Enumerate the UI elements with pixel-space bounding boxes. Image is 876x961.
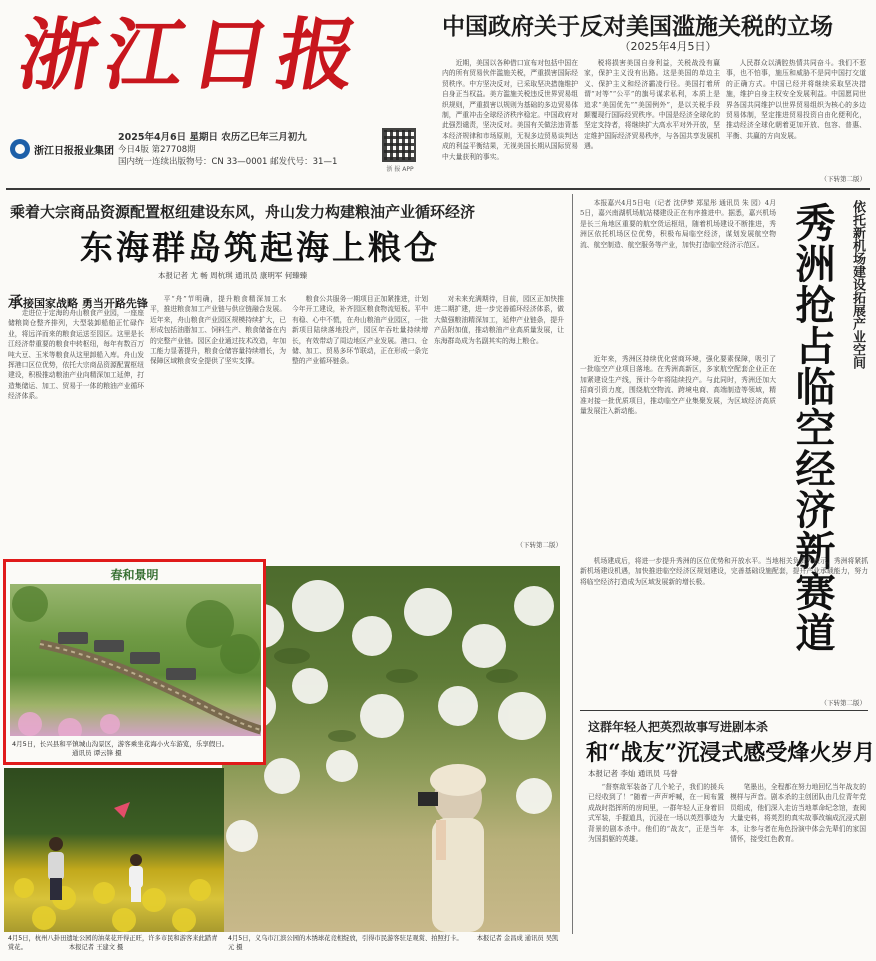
masthead-title: 浙江日报 xyxy=(12,10,373,101)
main-photo-caption xyxy=(228,935,562,952)
story2-kicker: 这群年轻人把英烈故事写进剧本杀 xyxy=(588,720,769,734)
masthead-divider xyxy=(6,188,870,190)
press-group-logo xyxy=(10,138,122,160)
left-caption-text: 4月5日，杭州八卦田遗址公园的油菜花开得正旺，许多市民和游客来此踏青赏花。 xyxy=(8,935,218,951)
top-story-text: 税将损害美国自身利益，关税战没有赢家，保护主义没有出路。这是美国的单边主义、保护主义和经济霸凌行径。美国打着所谓“对等”“公平”的旗号谋求私利，本质上是追求“美国优先”“美国例外”，是以关税手段颠覆现行国际经贸秩序。中国是经济全球化的坚定支持者，将继续扩大高水平对外开放，坚定维护国际经济贸易秩序，与各国共享发展机遇。 xyxy=(584,59,720,151)
rapeseed-field-illustration xyxy=(4,768,224,932)
qr-code-icon xyxy=(382,128,416,162)
lead-story-column-2 xyxy=(150,294,286,553)
top-story-subline: （2025年4月5日） xyxy=(619,40,717,53)
story2-byline: 本报记者 李灿 通讯员 马誉 xyxy=(588,769,678,778)
lead-story-kicker: 乘着大宗商品资源配置枢纽建设东风，舟山发力构建粮油产业循环经济 xyxy=(10,203,476,221)
photographer-figure xyxy=(418,764,486,932)
issue-date: 2025年4月6日 星期日 农历乙巳年三月初九 xyxy=(118,132,307,143)
hydrangea-photo xyxy=(222,566,560,932)
kite-icon xyxy=(114,802,130,818)
right-story-text: 近年来，秀洲区持续优化营商环境，强化要素保障，吸引了一批临空产业项目落地。在秀洲高新区，多家航空配套企业正在加紧建设生产线，预计今年将陆续投产。与此同时，秀洲还加大招商引资力度，围绕航空物流、跨境电商、高端制造等领域，精准对接一批优质项目，推动临空产业集聚发展，为区域经济高质量发展注入新动能。 xyxy=(580,355,776,416)
top-story-text: 人民群众以满腔热情共同奋斗。我们不惹事，也不怕事，施压和威胁不是同中国打交道的正确方式。中国已经并将继续采取坚决措施，维护自身主权安全发展利益。中国愿同世界各国共同维护以世界贸易组织为核心的多边贸易体制，坚定推进贸易投资自由化便利化，推动经济全球化朝着更加开放、包容、普惠、平衡、共赢的方向发展。 xyxy=(726,59,866,140)
top-story-column-3 xyxy=(726,58,866,172)
lead-story-text: 走进位于定海的舟山粮食产业园，一座座储粮筒仓整齐排列，大型装卸船舶正忙碌作业，将远洋而来的粮食运送至园区。这里是长江经济带重要的粮食中转枢纽，每年有数百万吨大豆、玉米等粮食从这里卸船入库。舟山发挥港口区位优势，依托大宗商品资源配置枢纽建设，积极推动粮油产业向精深加工延伸，打造集储运、加工、贸易于一体的粮油产业循环经济体系。 xyxy=(8,309,144,401)
left-photo-caption xyxy=(8,935,222,952)
top-story-column-2 xyxy=(584,58,720,182)
hiker-figure xyxy=(48,837,64,900)
story2-text: “督察敌军装备了几个轮子，我们的援兵已经收到了！”随着一声声呼喊，在一间布置成战时指挥所的房间里，一群年轻人正身着旧式军装，手握道具，沉浸在一场以英烈事迹为背景的剧本杀中。他们的“战友”，正是当年为国捐躯的英雄。 xyxy=(588,783,724,844)
qr-label: 浙 报 APP xyxy=(386,166,414,173)
section-head-text: 接国家战略 勇当开路先锋 xyxy=(23,297,148,310)
issue-pages: 今日4版 第27708期 xyxy=(118,145,196,155)
lead-story-byline: 本报记者 尤 畅 周杭琪 通讯员 康明军 何臻臻 xyxy=(158,271,308,280)
issue-code: 国内统一连续出版物号：CN 33—0001 邮发代号：31—1 xyxy=(118,157,338,167)
lead-story-column-3 xyxy=(292,294,428,553)
main-caption-text: 4月5日，义乌市江滨公园的木绣球花竞相绽放，引得市民游客驻足观赏、拍照打卡。 xyxy=(228,935,463,942)
top-story-continued: （下转第二版） xyxy=(820,175,866,183)
flower-train-photo xyxy=(10,584,261,736)
press-group-name: 浙江日报报业集团 xyxy=(34,145,114,157)
right-story-column-top xyxy=(580,198,776,348)
right-story-column-mid xyxy=(580,354,776,550)
issue-info xyxy=(118,132,368,168)
story2-headline[interactable]: 和“战友”沉浸式感受烽火岁月 xyxy=(586,740,876,766)
left-caption-credit: 本报记者 王建文 摄 xyxy=(68,943,124,951)
top-story-column-1 xyxy=(442,58,578,182)
photo-feature-inset[interactable] xyxy=(3,559,266,765)
hydrangea-illustration xyxy=(222,566,560,932)
inset-caption xyxy=(12,740,260,758)
lead-story-text: 粮食公共服务一期项目正加紧推进，计划今年开工建设，补齐园区粮食物流短板。平中有稳、心中不慌，在舟山粮油产业园区，一批新项目陆续落地投产，园区年吞吐量持续增长，有效带动了周边地区产业发展。港口、仓储、加工、贸易多环节联动，正在形成一条完整的产业循环链条。 xyxy=(292,295,428,366)
lead-story-text: 平“舟”节明确，提升粮食精深加工水平，推进粮食加工产业链与供应链融合发展。近年来，舟山粮食产业园区规模持续扩大，已形成包括油脂加工、饲料生产、粮食储备在内的完整产业链。园区企业通过技术改造，年加工能力显著提升，粮食仓储容量持续增长，为保障区域粮食安全提供了坚实支撑。 xyxy=(150,295,286,366)
story2-column-2 xyxy=(730,782,866,952)
right-story-text: 本报嘉兴4月5日电（记者 沈伊梦 郑星彤 通讯员 朱 园）4月5日，嘉兴南湖机场航站楼建设正在有序推进中。据悉，嘉兴机场是长三角地区重要的航空货运枢纽，随着机场建设不断推进，秀洲区依托机场区位优势，积极布局临空经济，谋划发展航空物流、航空制造、航空服务等产业，加快打造临空经济示范区。 xyxy=(580,199,776,249)
section-head-initial: 承 xyxy=(8,293,24,311)
rapeseed-field-photo xyxy=(4,768,224,932)
lead-story-continued: （下转第二版） xyxy=(516,541,562,549)
flower-train-illustration xyxy=(10,584,261,736)
lead-story-headline[interactable]: 东海群岛筑起海上粮仓 xyxy=(80,228,440,267)
child-figure xyxy=(129,854,143,902)
photo-feature-title: 春和景明 xyxy=(110,568,159,582)
inset-caption-text: 4月5日，长兴县和平镇城山沟景区，游客乘坐花海小火车游览，乐享假日。 xyxy=(12,740,229,748)
right-story-subhead: 依托新机场建设拓展产业空间 xyxy=(850,200,865,369)
right-story-headline[interactable]: 秀洲抢占临空经济新赛道 xyxy=(789,202,836,653)
inset-credit: 通讯员 谭云锋 摄 xyxy=(72,749,122,757)
story2-text: 笔墨出，全程都在努力地回忆当年战友的模样与声音。剧本杀的主创团队由几位青年党员组成，他们深入走访当地革命纪念馆，查阅大量史料，将英烈的真实故事改编成沉浸式剧本，让参与者在角色扮演中体会先辈们的家国情怀，接受红色教育。 xyxy=(730,783,866,844)
press-group-emblem-icon xyxy=(10,139,30,159)
lead-story-column-4 xyxy=(434,294,564,534)
right-story-continued: （下转第二版） xyxy=(820,699,866,707)
column-divider xyxy=(572,194,573,934)
right-story-text: 机场建成后，将进一步提升秀洲的区位优势和开放水平。当地相关负责人表示，秀洲将紧抓新机场建设机遇，加快推进临空经济区规划建设，完善基础设施配套，提升产业承载能力，努力将临空经济打造成为区域发展新的增长极。 xyxy=(580,557,868,586)
top-story-headline[interactable]: 中国政府关于反对美国滥施关税的立场 xyxy=(442,14,833,40)
story2-column-1 xyxy=(588,782,724,952)
main-caption-credit: 本报记者 金昌成 通讯员 吴凯元 摄 xyxy=(228,935,559,951)
right-story-column-bottom xyxy=(580,556,868,696)
right-story-divider xyxy=(580,710,868,711)
lead-story-column-1 xyxy=(8,308,144,553)
lead-story-text: 对未来充满期待，目前，园区正加快推进二期扩建，进一步完善循环经济体系，做大做强粮油精深加工，延伸产业链条，提升产品附加值，推动粮油产业高质量发展，让东海群岛成为名副其实的海上粮仓。 xyxy=(434,295,564,345)
top-story-text: 近期，美国以各种借口宣布对包括中国在内的所有贸易伙伴滥施关税，严重损害国际经贸秩序。中方坚决反对，已采取坚决措施维护自身正当权益。美方滥施关税违反世界贸易组织规则，严重损害以规则为基础的多边贸易体制，严重冲击全球经济秩序稳定。中国政府对此强烈谴责，坚决反对。美国有关做法违背基本经济规律和市场原则，无视多边贸易谈判达成的利益平衡结果，无视美国长期从国际贸易中大量获利的事实。 xyxy=(442,59,578,161)
